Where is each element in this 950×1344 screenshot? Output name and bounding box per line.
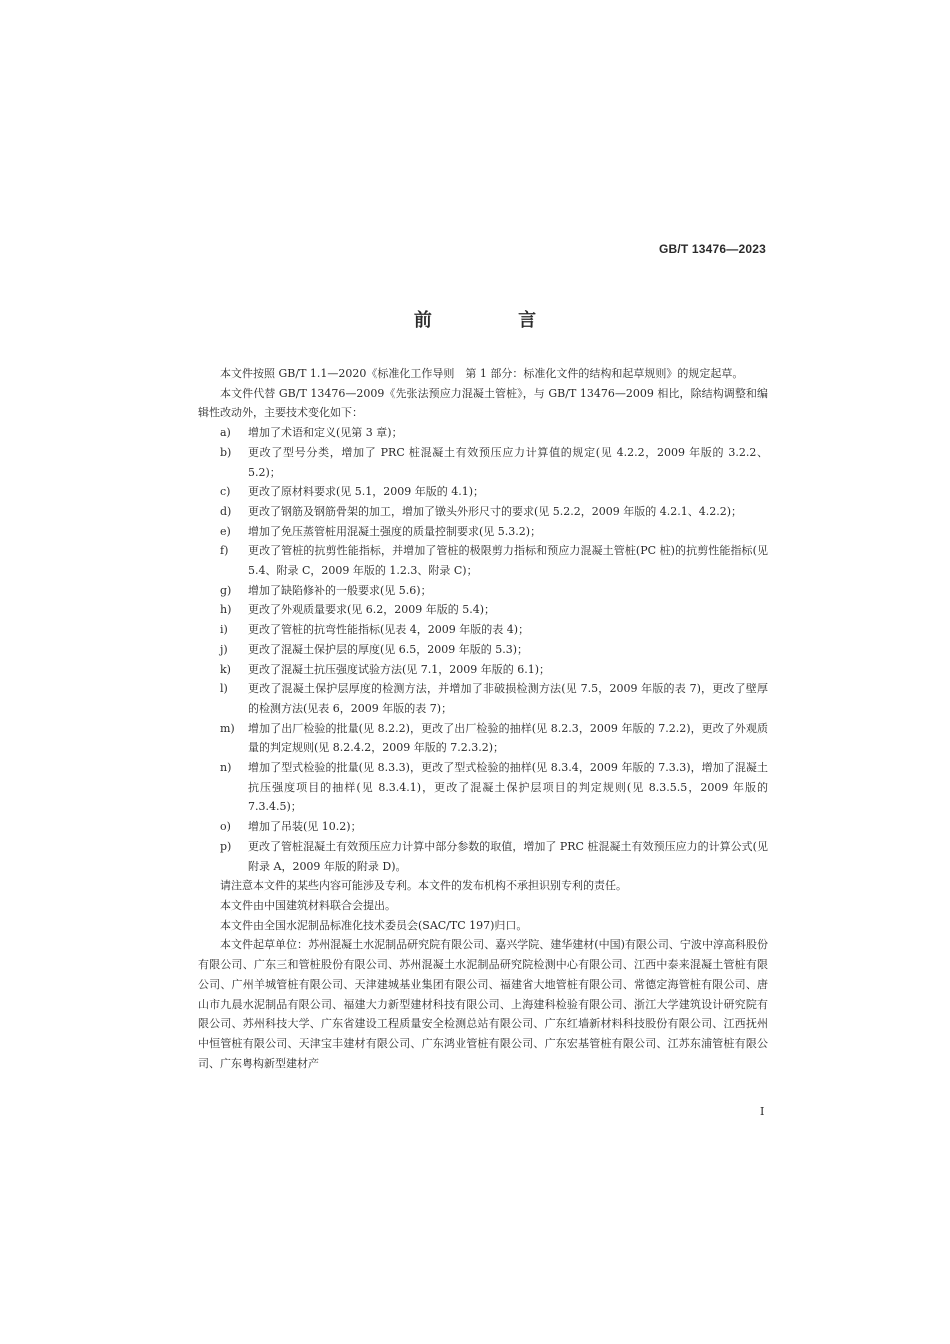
list-item-text: 增加了缺陷修补的一般要求(见 5.6)； (248, 583, 432, 597)
list-item (198, 502, 768, 522)
list-item (198, 423, 768, 443)
list-item (198, 758, 768, 817)
document-body (198, 364, 768, 1073)
changes-list (198, 423, 768, 876)
drafting-units: 本文件起草单位：苏州混凝土水泥制品研究院有限公司、嘉兴学院、建华建材(中国)有限公司、宁波中淳高科股份有限公司、广东三和管桩股份有限公司、苏州混凝土水泥制品研究院检测中心有限公司、江西中泰来混凝土管桩有限公司、广州羊城管桩有限公司、天津建城基业集团有限公司、福建省大地管桩有限公司、常德定海管桩有限公司、唐山市九晨水泥制品有限公司、福建大力新型建材科技有限公司、上海建科检验有限公司、浙江大学建筑设计研究院有限公司、苏州科技大学、广东省建设工程质量安全检测总站有限公司、广东红墙新材料科技股份有限公司、江西抚州中恒管桩有限公司、天津宝丰建材有限公司、广东鸿业管桩有限公司、广东宏基管桩有限公司、江苏东浦管桩有限公司、广东粤构新型建材产 (198, 938, 768, 1070)
list-item (198, 600, 768, 620)
list-item-text: 更改了钢筋及钢筋骨架的加工，增加了镦头外形尺寸的要求(见 5.2.2，2009 年版的 4.2.1、4.2.2)； (248, 504, 743, 518)
list-item-text: 增加了出厂检验的批量(见 8.2.2)，更改了出厂检验的抽样(见 8.2.3，2009 年版的 7.2.2)，更改了外观质量的判定规则(见 8.2.4.2，2009 年版的 7.2.3.2)； (248, 721, 768, 755)
page-number: I (760, 1105, 765, 1118)
list-item-text: 更改了混凝土保护层厚度的检测方法，并增加了非破损检测方法(见 7.5，2009 年版的表 7)，更改了壁厚的检测方法(见表 6，2009 年版的表 7)； (248, 682, 768, 715)
list-marker: o) (220, 820, 231, 834)
list-item-text: 更改了型号分类，增加了 PRC 桩混凝土有效预压应力计算值的规定(见 4.2.2，2009 年版的 3.2.2、5.2)； (248, 445, 768, 479)
list-marker: m) (220, 721, 235, 735)
list-item (198, 522, 768, 542)
list-item-text: 更改了管桩混凝土有效预压应力计算中部分参数的取值，增加了 PRC 桩混凝土有效预压应力的计算公式(见附录 A，2009 年版的附录 D)。 (248, 839, 768, 873)
list-item-text: 更改了混凝土保护层的厚度(见 6.5，2009 年版的 5.3)； (248, 642, 529, 656)
list-item-text: 增加了吊装(见 10.2)； (248, 820, 362, 834)
list-item-text: 增加了型式检验的批量(见 8.3.3)，更改了型式检验的抽样(见 8.3.4，2009 年版的 7.3.3)，增加了混凝土抗压强度项目的抽样(见 8.3.4.1)，更改了混凝土保护层项目的判定规则(见 8.3.5.5，2009 年版的 7.3.4.5)； (248, 761, 768, 814)
intro-paragraph-1: 本文件按照 GB/T 1.1—2020《标准化工作导则 第 1 部分：标准化文件的结构和起草规则》的规定起草。 (220, 367, 744, 380)
list-marker: n) (220, 761, 232, 775)
list-marker: d) (220, 504, 232, 518)
list-marker: a) (220, 426, 231, 440)
page-title: 前 言 (413, 310, 577, 331)
list-item-text: 更改了管桩的抗剪性能指标，并增加了管桩的极限剪力指标和预应力混凝土管桩(PC 桩)的抗剪性能指标(见 5.4、附录 C，2009 年版的 1.2.3、附录 C)； (248, 544, 768, 578)
list-item (198, 719, 768, 758)
list-item-text: 增加了术语和定义(见第 3 章)； (248, 426, 403, 440)
list-item-text: 更改了混凝土抗压强度试验方法(见 7.1，2009 年版的 6.1)； (248, 662, 551, 676)
list-item (198, 640, 768, 660)
patent-notice: 请注意本文件的某些内容可能涉及专利。本文件的发布机构不承担识别专利的责任。 (220, 879, 627, 893)
list-marker: j) (220, 642, 228, 656)
list-marker: f) (220, 544, 229, 558)
standard-code: GB/T 13476—2023 (658, 242, 766, 256)
list-item (198, 482, 768, 502)
list-item (198, 620, 768, 640)
list-marker: e) (220, 524, 231, 538)
committee-statement: 本文件由全国水泥制品标准化技术委员会(SAC/TC 197)归口。 (220, 918, 528, 932)
list-marker: c) (220, 485, 231, 499)
list-marker: h) (220, 603, 232, 617)
list-item (198, 541, 768, 580)
list-item (198, 581, 768, 601)
list-item (198, 817, 768, 837)
list-item-text: 增加了免压蒸管桩用混凝土强度的质量控制要求(见 5.3.2)； (248, 524, 542, 538)
proposer-statement: 本文件由中国建筑材料联合会提出。 (220, 898, 396, 912)
list-item-text: 更改了外观质量要求(见 6.2，2009 年版的 5.4)； (248, 603, 496, 617)
list-item (198, 837, 768, 876)
list-item (198, 679, 768, 718)
list-marker: i) (220, 623, 228, 637)
list-marker: g) (220, 583, 232, 597)
list-marker: p) (220, 839, 232, 853)
intro-paragraph-2: 本文件代替 GB/T 13476—2009《先张法预应力混凝土管桩》，与 GB/T 13476—2009 相比，除结构调整和编辑性改动外，主要技术变化如下： (198, 386, 768, 420)
list-item (198, 660, 768, 680)
list-marker: k) (220, 662, 231, 676)
list-item-text: 更改了管桩的抗弯性能指标(见表 4，2009 年版的表 4)； (248, 623, 530, 637)
list-marker: b) (220, 445, 232, 459)
list-item-text: 更改了原材料要求(见 5.1，2009 年版的 4.1)； (248, 485, 485, 499)
list-item (198, 443, 768, 482)
list-marker: l) (220, 682, 228, 696)
